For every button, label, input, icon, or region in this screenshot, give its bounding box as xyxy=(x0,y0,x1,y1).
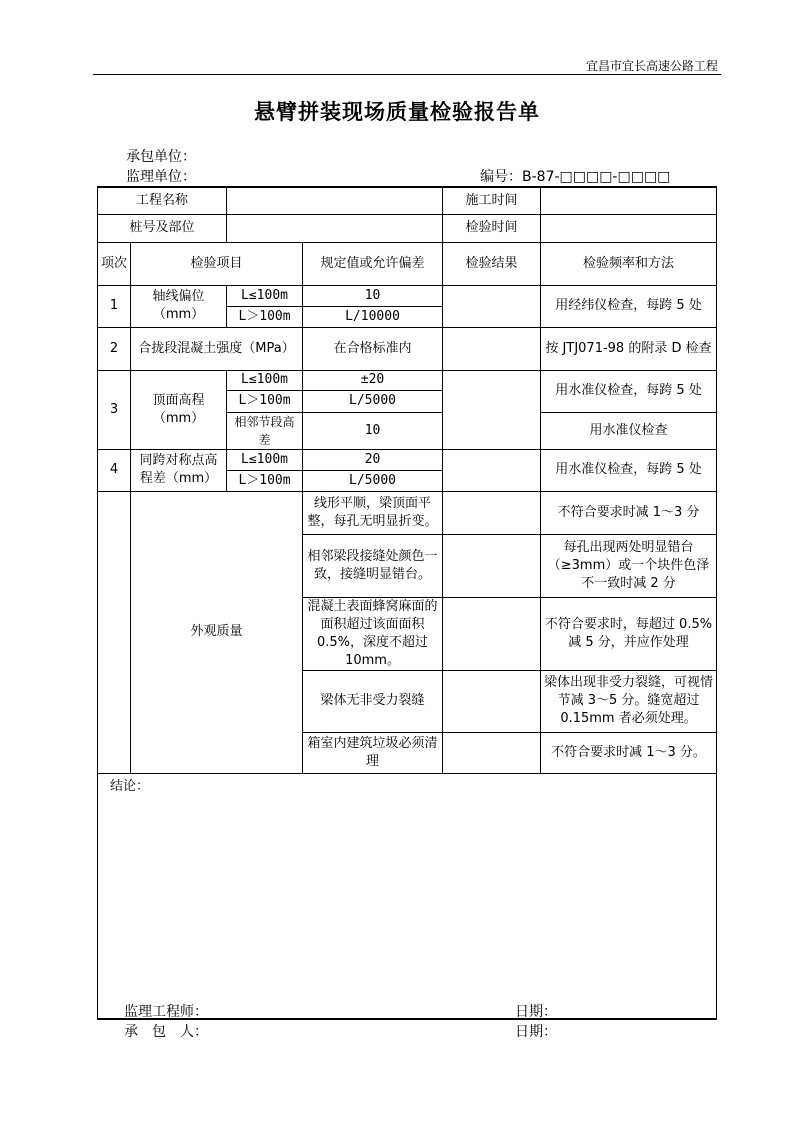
row3-no: 3 xyxy=(98,370,131,449)
appearance-spec-5: 箱室内建筑垃圾必须清理 xyxy=(303,732,443,773)
date-label-2: 日期： xyxy=(515,1024,557,1040)
row1-spec2: L/10000 xyxy=(303,306,443,327)
appearance-method-5: 不符合要求时减 1～3 分。 xyxy=(541,732,717,773)
inspection-table xyxy=(97,186,717,1020)
col-header-method: 检验频率和方法 xyxy=(541,242,717,285)
project-name-value[interactable] xyxy=(227,187,443,214)
appearance-result-5[interactable] xyxy=(443,732,541,773)
appearance-result-4[interactable] xyxy=(443,670,541,732)
station-label: 桩号及部位 xyxy=(98,214,227,242)
appearance-method-1: 不符合要求时减 1～3 分 xyxy=(541,491,717,534)
engineer-label: 监理工程师： xyxy=(124,1004,208,1020)
appearance-method-2: 每孔出现两处明显错台（≥3mm）或一个块件色泽不一致时减 2 分 xyxy=(541,534,717,597)
row3-spec2: L/5000 xyxy=(303,390,443,412)
document-number: 编号：B-87-□□□□-□□□□ xyxy=(480,169,671,185)
appearance-spec-3: 混凝土表面蜂窝麻面的面积超过该面面积 0.5%，深度不超过 10mm。 xyxy=(303,597,443,670)
row3-spec3: 10 xyxy=(303,412,443,449)
inspection-time-label: 检验时间 xyxy=(443,214,541,242)
row4-spec2: L/5000 xyxy=(303,470,443,491)
col-header-no: 项次 xyxy=(98,242,131,285)
row4-method: 用水准仪检查，每跨 5 处 xyxy=(541,449,717,491)
row4-cond1: L≤100m xyxy=(227,449,303,470)
supervisor-label: 监理单位： xyxy=(126,169,196,185)
col-header-result: 检验结果 xyxy=(443,242,541,285)
header-rule xyxy=(93,74,721,75)
construction-time-value[interactable] xyxy=(541,187,717,214)
conclusion-label: 结论： xyxy=(110,778,150,794)
row4-result[interactable] xyxy=(443,449,541,491)
row2-spec: 在合格标准内 xyxy=(303,327,443,370)
conclusion-cell[interactable] xyxy=(98,773,717,1019)
row1-result[interactable] xyxy=(443,285,541,327)
row3-item: 顶面高程（mm） xyxy=(131,370,227,449)
row2-no: 2 xyxy=(98,327,131,370)
construction-time-label: 施工时间 xyxy=(443,187,541,214)
contractor-label: 承包单位： xyxy=(126,149,196,165)
appearance-method-3: 不符合要求时，每超过 0.5%减 5 分，并应作处理 xyxy=(541,597,717,670)
appearance-spec-4: 梁体无非受力裂缝 xyxy=(303,670,443,732)
row1-no: 1 xyxy=(98,285,131,327)
row1-cond2: L＞100m xyxy=(227,306,303,327)
row1-spec1: 10 xyxy=(303,285,443,306)
project-header: 宜昌市宜长高速公路工程 xyxy=(585,59,718,73)
row3-method: 用水准仪检查，每跨 5 处 xyxy=(541,370,717,412)
appearance-spec-1: 线形平顺，梁顶面平整，每孔无明显折变。 xyxy=(303,491,443,534)
appearance-result-2[interactable] xyxy=(443,534,541,597)
date-label-1: 日期： xyxy=(515,1004,557,1020)
col-header-spec: 规定值或允许偏差 xyxy=(303,242,443,285)
col-header-item: 检验项目 xyxy=(131,242,303,285)
row1-cond1: L≤100m xyxy=(227,285,303,306)
appearance-label: 外观质量 xyxy=(131,491,303,773)
row1-item: 轴线偏位（mm） xyxy=(131,285,227,327)
row4-item: 同跨对称点高程差（mm） xyxy=(131,449,227,491)
row2-result[interactable] xyxy=(443,327,541,370)
contractor-sign-label: 承 包 人： xyxy=(124,1024,208,1040)
row4-spec1: 20 xyxy=(303,449,443,470)
row3-spec1: ±20 xyxy=(303,370,443,390)
row3-method3: 用水准仪检查 xyxy=(541,412,717,449)
appearance-method-4: 梁体出现非受力裂缝，可视情节减 3～5 分。缝宽超过 0.15mm 者必须处理。 xyxy=(541,670,717,732)
page-title: 悬臂拼装现场质量检验报告单 xyxy=(254,99,540,124)
row4-no: 4 xyxy=(98,449,131,491)
row3-cond2: L＞100m xyxy=(227,390,303,412)
row1-method: 用经纬仪检查，每跨 5 处 xyxy=(541,285,717,327)
station-value[interactable] xyxy=(227,214,443,242)
appearance-spec-2: 相邻梁段接缝处颜色一致，接缝明显错台。 xyxy=(303,534,443,597)
row4-cond2: L＞100m xyxy=(227,470,303,491)
project-name-label: 工程名称 xyxy=(98,187,227,214)
appearance-result-3[interactable] xyxy=(443,597,541,670)
row3-cond1: L≤100m xyxy=(227,370,303,390)
appearance-no xyxy=(98,491,131,773)
row2-item: 合拢段混凝土强度（MPa） xyxy=(131,327,303,370)
row3-result[interactable] xyxy=(443,370,541,449)
appearance-result-1[interactable] xyxy=(443,491,541,534)
inspection-time-value[interactable] xyxy=(541,214,717,242)
row3-cond3: 相邻节段高差 xyxy=(227,412,303,449)
row2-method: 按 JTJ071-98 的附录 D 检查 xyxy=(541,327,717,370)
